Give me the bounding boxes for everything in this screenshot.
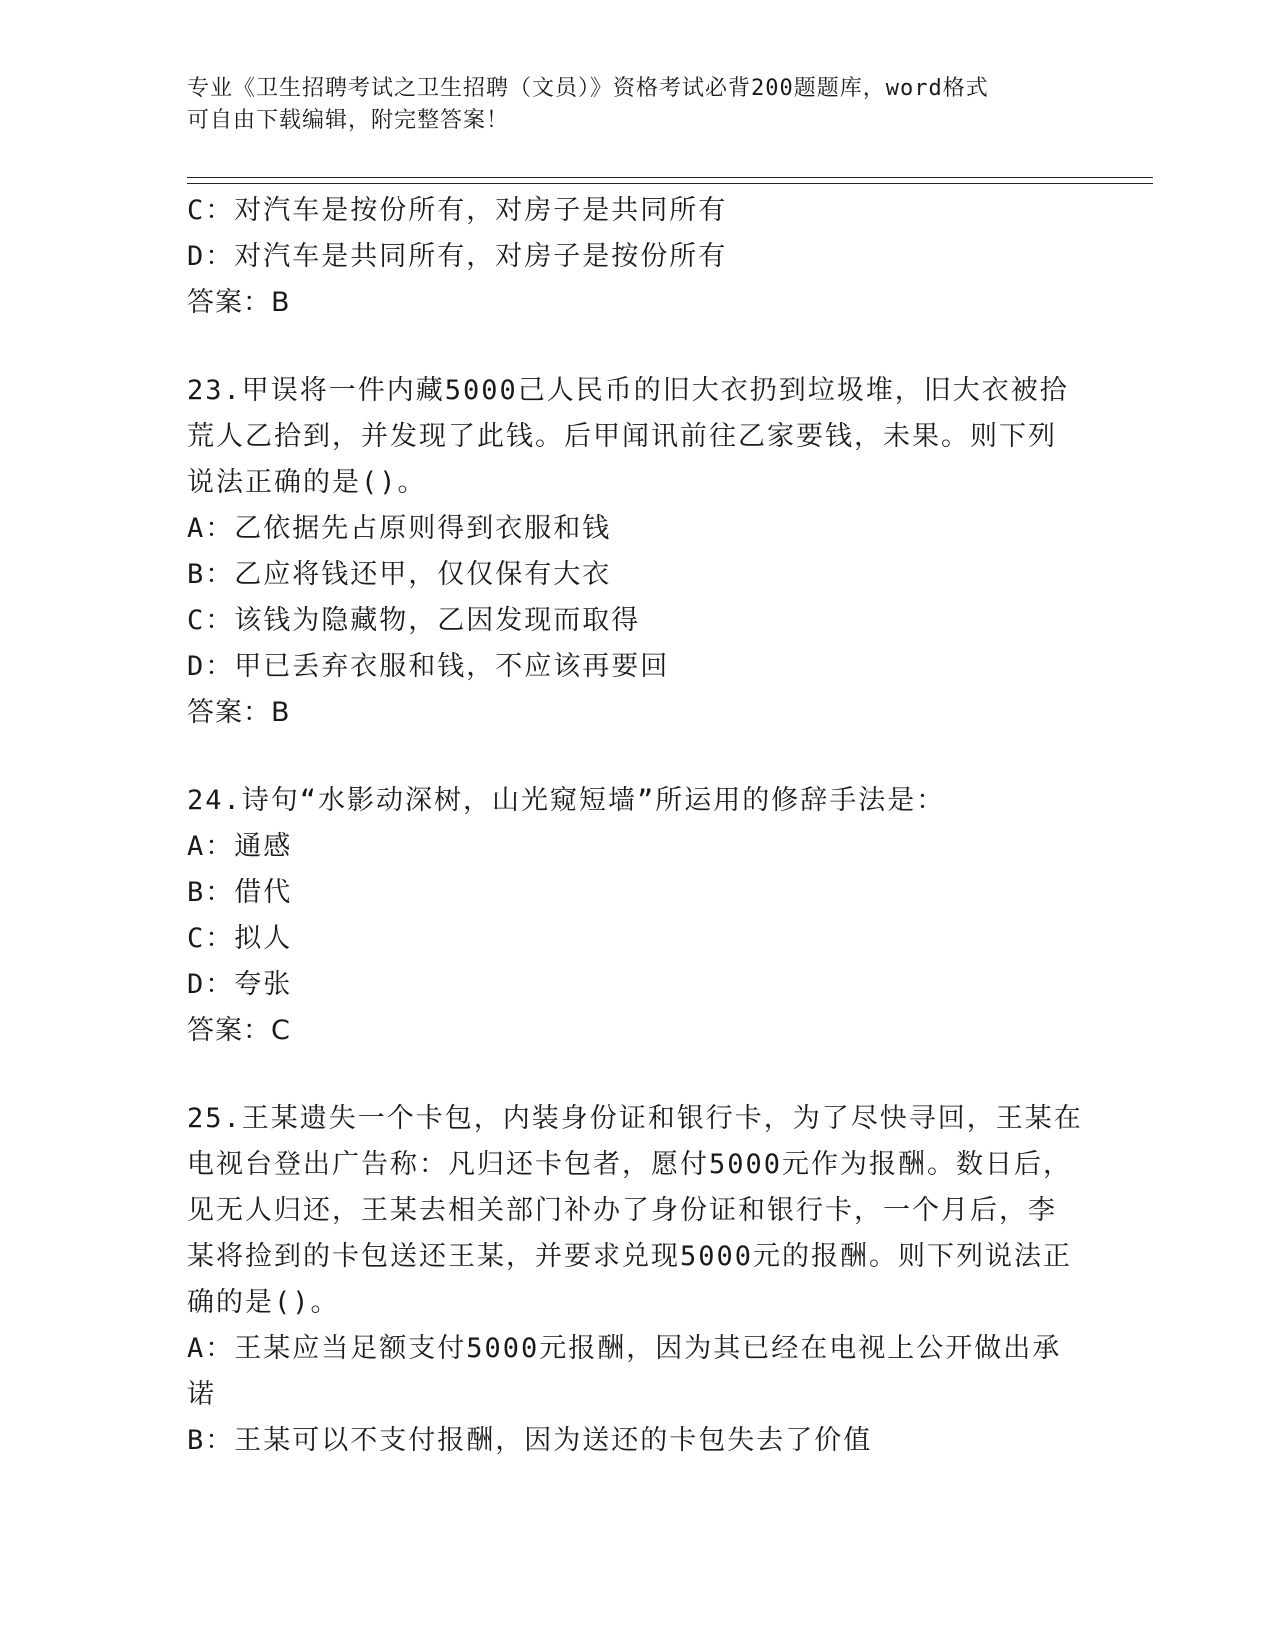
question-stem-line: 见无人归还，王某去相关部门补办了身份证和银行卡，一个月后，李 [187,1195,1057,1226]
header-rule-top [187,177,1153,178]
document-header [187,73,1067,137]
question-stem-line: 说法正确的是()。 [187,467,427,498]
spacer [187,736,1087,778]
question-22-tail [187,188,1087,326]
spacer [187,326,1087,368]
option-a: A：王某应当足额支付5000元报酬，因为其已经在电视上公开做出承 [187,1333,1062,1364]
header-rule-bottom [187,183,1153,184]
option-a-continued: 诺 [187,1379,216,1410]
option-b: B：乙应将钱还甲，仅仅保有大衣 [187,559,612,590]
header-line-2: 可自由下载编辑，附完整答案！ [187,108,510,133]
document-body [187,188,1087,1464]
option-c: C：该钱为隐藏物，乙因发现而取得 [187,605,641,636]
option-c: C：对汽车是按份所有，对房子是共同所有 [187,195,728,226]
question-23 [187,368,1087,736]
question-stem-line: 24.诗句“水影动深树，山光窥短墙”所运用的修辞手法是： [187,785,946,816]
question-24 [187,778,1087,1054]
spacer [187,1054,1087,1096]
option-b: B：借代 [187,877,293,908]
question-stem-line: 23.甲误将一件内藏5000己人民币的旧大衣扔到垃圾堆，旧大衣被拾 [187,375,1069,406]
answer: 答案：C [187,1015,291,1046]
option-a: A：乙依据先占原则得到衣服和钱 [187,513,612,544]
option-d: D：对汽车是共同所有，对房子是按份所有 [187,241,728,272]
question-stem-line: 确的是()。 [187,1287,340,1318]
question-stem-line: 某将捡到的卡包送还王某，并要求兑现5000元的报酬。则下列说法正 [187,1241,1073,1272]
answer: 答案：B [187,287,291,318]
question-stem-line: 荒人乙拾到，并发现了此钱。后甲闻讯前往乙家要钱，未果。则下列 [187,421,1057,452]
answer: 答案：B [187,697,291,728]
option-d: D：甲已丢弃衣服和钱，不应该再要回 [187,651,670,682]
option-b: B：王某可以不支付报酬，因为送还的卡包失去了价值 [187,1425,873,1456]
header-line-1: 专业《卫生招聘考试之卫生招聘（文员）》资格考试必背200题题库，word格式 [187,76,989,101]
option-d: D：夸张 [187,969,293,1000]
question-25 [187,1096,1087,1464]
question-stem-line: 电视台登出广告称：凡归还卡包者，愿付5000元作为报酬。数日后， [187,1149,1073,1180]
question-stem-line: 25.王某遗失一个卡包，内装身份证和银行卡，为了尽快寻回，王某在 [187,1103,1083,1134]
option-a: A：通感 [187,831,293,862]
option-c: C：拟人 [187,923,293,954]
